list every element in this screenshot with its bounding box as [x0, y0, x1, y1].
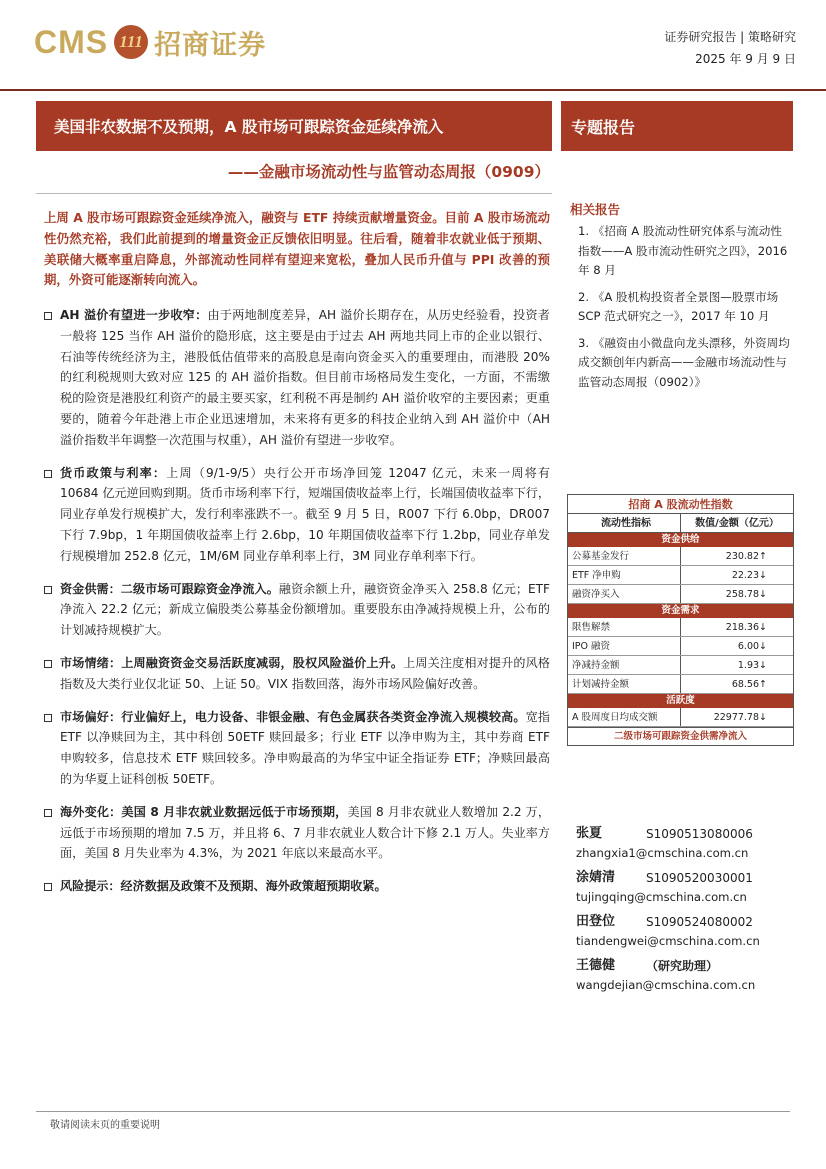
table-header [568, 514, 793, 533]
arrow-icon: ↓ [759, 570, 767, 581]
summary-paragraph: 上周 A 股市场可跟踪资金延续净流入，融资与 ETF 持续贡献增量资金。目前 A 股市场流动性仍然充裕，我们此前提到的增量资金正反馈依旧明显。往后看，随着非农就业低于预期、美联储大概率重启降息，外部流动性同样有望迎来宽松，叠加人民币升值与 PPI 改善的预期，外资可能逐渐转向流入。 [44, 210, 550, 288]
row-value: 230.82↑ [725, 551, 767, 562]
row-value: 68.56↑ [731, 679, 767, 690]
row-label: 限售解禁 [568, 618, 681, 636]
analyst-list [576, 824, 796, 1000]
analyst-entry [576, 868, 796, 906]
analyst-name: 涂婧清 [576, 870, 616, 885]
table-row [568, 675, 793, 694]
analyst-entry [576, 824, 796, 862]
checkbox-square-icon [44, 714, 52, 722]
bullet-lead: AH 溢价有望进一步收窄： [60, 308, 208, 322]
table-row [568, 547, 793, 566]
bullet-monetary-policy [44, 463, 550, 567]
related-heading: 相关报告 [570, 202, 621, 217]
report-subtitle: ——金融市场流动性与监管动态周报（0909） [227, 163, 550, 181]
bullet-text: 由于两地制度差异，AH 溢价长期存在，从历史经验看，投资者一般将 125 当作 AH 溢价的隐形底，这主要是由于过去 AH 两地共同上市的企业以银行、石油等传统经济为主，港股低估值带来的高股息是南向资金买入的重要理由，而港股 20%的红利税规则大致对应 125 的 AH 溢价指数。但目前市场格局发生变化，一方面，不需缴税的险资是港股红利资产的最主要买家，红利税不再是制约 AH 溢价收窄的主要因素；更重要的，随着今年赴港上市企业迅速增加，未来将有更多的科技企业纳入到 AH 溢价中（AH 溢价指数半年调整一次范围与权重），AH 溢价有望进一步收窄。 [60, 308, 550, 447]
bullet-ah-premium [44, 305, 550, 451]
arrow-icon: ↑ [759, 551, 767, 562]
row-label: 公募基金发行 [568, 547, 681, 565]
bullet-market-preference [44, 707, 550, 790]
row-label: 计划减持金额 [568, 675, 681, 693]
row-value: 218.36↓ [725, 622, 767, 633]
table-row [568, 618, 793, 637]
bullet-lead: 市场情绪：上周融资资金交易活跃度减弱，股权风险溢价上升。 [60, 655, 404, 670]
analyst-name: 张夏 [576, 826, 603, 841]
table-section-activity: 活跃度 [568, 694, 793, 708]
analyst-email[interactable]: tujingqing@cmschina.com.cn [576, 890, 747, 904]
logo-badge-icon: 111 [114, 25, 148, 59]
checkbox-square-icon [44, 809, 52, 817]
related-report-item[interactable]: 1. 《招商 A 股流动性研究体系与流动性指数——A 股市流动性研究之四》，2016 年 8 月 [578, 224, 788, 277]
table-footer: 二级市场可跟踪资金供需净流入 [568, 727, 793, 745]
row-label: 净减持金额 [568, 656, 681, 674]
table-row [568, 637, 793, 656]
arrow-icon: ↓ [759, 589, 767, 600]
row-value: 22.23↓ [731, 570, 767, 581]
related-report-item[interactable]: 3. 《融资由小微盘向龙头漂移，外资周均成交额创年内新高——金融市场流动性与监管动态周报（0902）》 [578, 335, 790, 389]
bullet-risk-warning [44, 876, 550, 897]
row-label: ETF 净申购 [568, 566, 681, 584]
report-category: 证券研究报告 | 策略研究 [664, 30, 796, 44]
analyst-email[interactable]: wangdejian@cmschina.com.cn [576, 978, 756, 992]
analyst-entry [576, 956, 796, 994]
row-value: 6.00↓ [737, 641, 767, 652]
header-divider [0, 89, 826, 91]
table-row [568, 566, 793, 585]
arrow-icon: ↑ [759, 679, 767, 690]
analyst-email[interactable]: tiandengwei@cmschina.com.cn [576, 934, 760, 948]
bullet-lead: 海外变化：美国 8 月非农就业数据远低于市场预期， [60, 804, 348, 819]
analyst-id: S1090513080006 [646, 827, 753, 841]
arrow-icon: ↓ [759, 641, 767, 652]
analyst-name: 田登位 [576, 914, 616, 929]
row-value: 258.78↓ [725, 589, 767, 600]
bullet-text: 上周关注度相对提升的风格指数及大类行业仅北证 50、上证 50。VIX 指数回落，海外市场风险偏好改善。 [60, 655, 550, 691]
footer-divider [36, 1111, 790, 1112]
report-title: 美国非农数据不及预期，A 股市场可跟踪资金延续净流入 [36, 101, 552, 151]
analyst-id: S1090520030001 [646, 871, 753, 885]
table-section-supply: 资金供给 [568, 533, 793, 547]
arrow-icon: ↓ [759, 712, 767, 723]
related-report-item[interactable]: 2. 《A 股机构投资者全景图—股票市场 SCP 范式研究之一》，2017 年 10 月 [578, 289, 779, 323]
col-header-indicator: 流动性指标 [568, 514, 681, 532]
table-section-demand: 资金需求 [568, 604, 793, 618]
bullet-list [44, 305, 550, 909]
bullet-text: 上周（9/1-9/5）央行公开市场净回笼 12047 亿元，未来一周将有 10684 亿元逆回购到期。货币市场利率下行，短端国债收益率上行，长端国债收益率下行，同业存单发行规模扩大，发行利率涨跌不一。截至 9 月 5 日，R007 下行 6.0bp，DR007 下行 7.9bp，1 年期国债收益率上行 2.6bp，10 年期国债收益率下行 1.2bp，同业存单发行规模增加 252.8 亿元，1M/6M 同业存单利率上行，3M 同业存单利率下行。 [60, 465, 550, 563]
checkbox-square-icon [44, 470, 52, 478]
table-row [568, 656, 793, 675]
related-reports [570, 200, 792, 399]
analyst-entry [576, 912, 796, 950]
bullet-lead: 货币政策与利率： [60, 465, 167, 480]
page-footer: 敬请阅读末页的重要说明 [50, 1120, 160, 1131]
col-header-value: 数值/金额（亿元） [695, 518, 779, 529]
table-row [568, 708, 793, 727]
bullet-overseas-changes [44, 802, 550, 864]
bullet-lead: 资金供需：二级市场可跟踪资金净流入。 [60, 581, 279, 596]
analyst-id: S1090524080002 [646, 915, 753, 929]
bullet-text: 美国 8 月非农就业人数增加 2.2 万，远低于市场预期的增加 7.5 万，并且将 6、7 月非农就业人数合计下修 2.1 万人。失业率方面，美国 8 月失业率为 4.3%，为 2021 年底以来最高水平。 [60, 804, 550, 861]
report-date: 2025 年 9 月 9 日 [695, 52, 796, 66]
bullet-text: 宽指 ETF 以净赎回为主，其中科创 50ETF 赎回最多；行业 ETF 以净申购为主，其中券商 ETF 申购较多，信息技术 ETF 赎回较多。净申购最高的为华宝中证全指证券 ETF；净赎回最高的为华夏上证科创板 50ETF。 [60, 709, 550, 786]
row-value: 1.93↓ [737, 660, 767, 671]
table-row [568, 585, 793, 604]
logo-latin: CMS [34, 23, 109, 60]
company-logo [34, 22, 266, 62]
row-label: IPO 融资 [568, 637, 681, 655]
table-title: 招商 A 股流动性指数 [568, 495, 793, 514]
checkbox-square-icon [44, 586, 52, 594]
row-label: A 股周度日均成交额 [568, 708, 681, 726]
checkbox-square-icon [44, 883, 52, 891]
checkbox-square-icon [44, 312, 52, 320]
analyst-email[interactable]: zhangxia1@cmschina.com.cn [576, 846, 749, 860]
checkbox-square-icon [44, 660, 52, 668]
bullet-fund-supply-demand [44, 579, 550, 641]
bullet-market-sentiment [44, 653, 550, 695]
arrow-icon: ↓ [759, 660, 767, 671]
subtitle-divider [36, 193, 552, 194]
report-type: 专题报告 [561, 101, 793, 151]
analyst-name: 王德健 [576, 958, 616, 973]
arrow-icon: ↓ [759, 622, 767, 633]
header-meta [664, 26, 796, 70]
bullet-text: 融资余额上升，融资资金净买入 258.8 亿元；ETF 净流入 22.2 亿元；新成立偏股类公募基金份额增加。重要股东由净减持规模上升，公布的计划减持规模扩大。 [60, 581, 550, 638]
bullet-lead: 风险提示：经济数据及政策不及预期、海外政策超预期收紧。 [60, 879, 387, 894]
row-label: 融资净买入 [568, 585, 681, 603]
row-value: 22977.78↓ [713, 712, 767, 723]
logo-name: 招商证券 [154, 29, 267, 61]
analyst-role: （研究助理） [646, 959, 719, 973]
liquidity-index-table [567, 494, 794, 746]
bullet-lead: 市场偏好：行业偏好上，电力设备、非银金融、有色金属获各类资金净流入规模较高。 [60, 709, 526, 724]
